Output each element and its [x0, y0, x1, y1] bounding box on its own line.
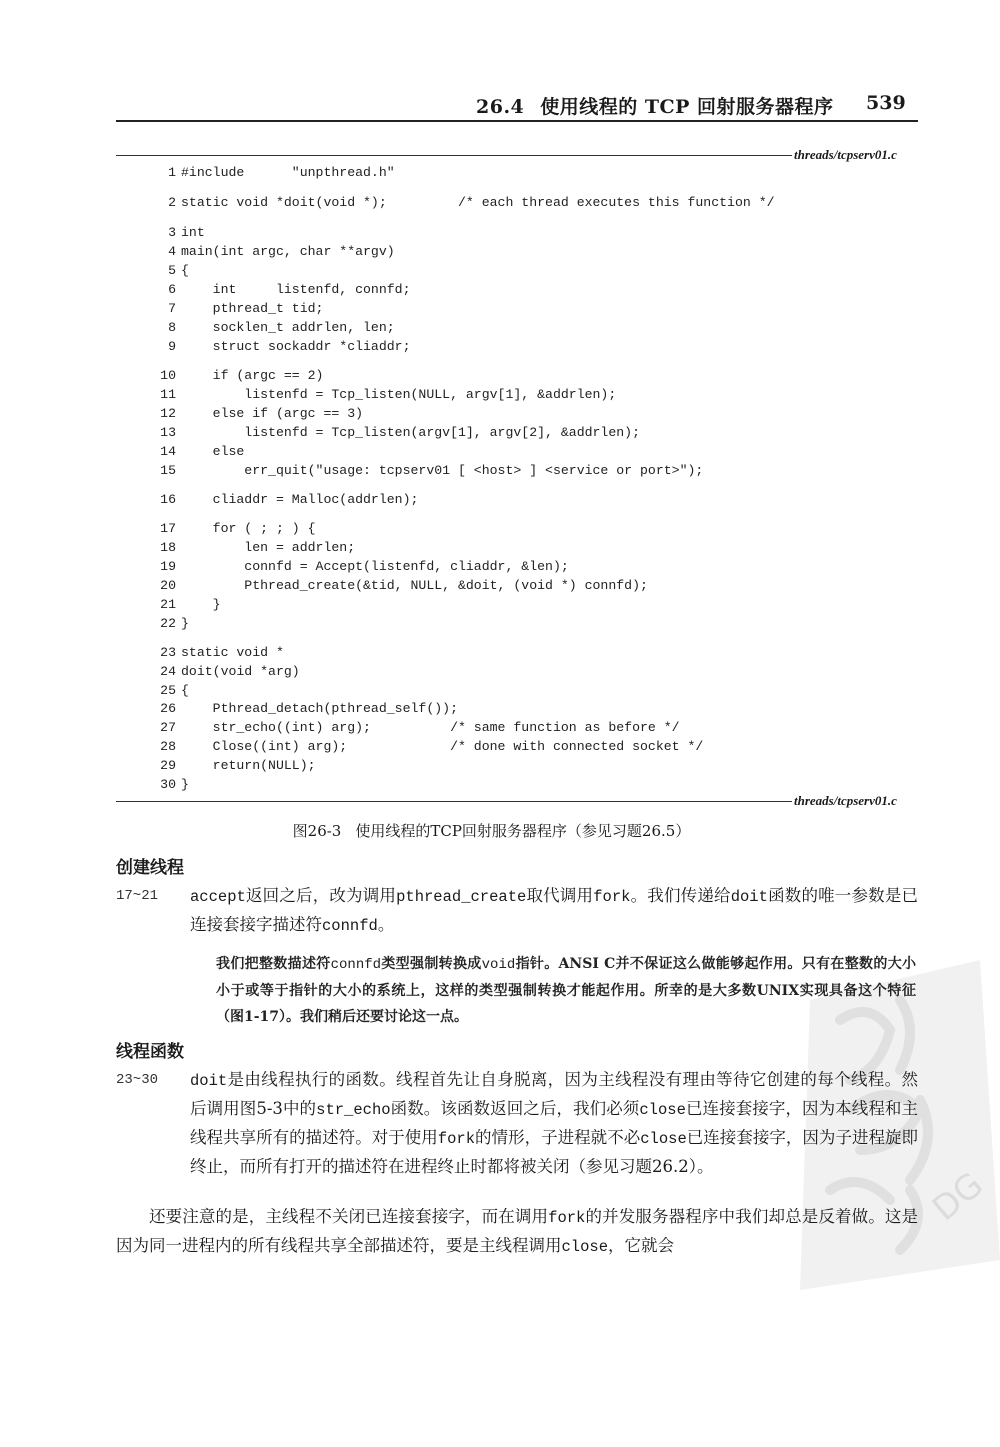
line-number: 20: [160, 578, 176, 593]
text-run: 已连接套接字，因为子进程旋即终止，而所有打开的描述符在进程终止时都将被关闭（参见习题26.2）。: [190, 1128, 919, 1176]
code-text: #include "unpthread.h": [181, 165, 395, 180]
code-line: [150, 405, 363, 423]
text-run: 我们把整数描述符: [216, 956, 331, 972]
code-line: [150, 615, 189, 633]
inline-code: pthread_create: [396, 888, 527, 906]
code-text: return(NULL);: [181, 758, 316, 773]
code-text: {: [181, 263, 189, 278]
text-run: 的并发服务器程序中我们却总是反着做。这是因为同一进程内的所有线程共享全部描述符，要是主线程调用: [116, 1207, 919, 1255]
line-number: 18: [160, 540, 176, 555]
inline-code: fork: [437, 1130, 476, 1148]
figure-number: 图26-3: [292, 822, 342, 840]
code-line: [150, 262, 189, 280]
line-number: 14: [160, 444, 176, 459]
header-rule: [116, 120, 918, 122]
text-run: 取代调用: [526, 886, 594, 905]
section-heading-thread-function: 线程函数: [116, 1042, 184, 1062]
code-text: {: [181, 683, 189, 698]
code-line: [150, 338, 411, 356]
paragraph-thread-function: [190, 1066, 918, 1181]
code-line: [150, 164, 395, 182]
code-text: cliaddr = Malloc(addrlen);: [181, 492, 419, 507]
line-number: 21: [160, 597, 176, 612]
code-line: [150, 194, 775, 212]
code-text: doit(void *arg): [181, 664, 300, 679]
inline-code: str_echo: [316, 1101, 391, 1119]
line-number: 25: [160, 683, 176, 698]
code-text: static void *: [181, 645, 284, 660]
code-line: [150, 776, 189, 794]
line-number: 11: [160, 387, 176, 402]
line-number: 17: [160, 521, 176, 536]
line-number: 2: [168, 195, 176, 210]
line-number: 28: [160, 739, 176, 754]
line-number: 15: [160, 463, 176, 478]
line-number: 16: [160, 492, 176, 507]
inline-code: close: [639, 1101, 686, 1119]
inline-code: accept: [190, 888, 246, 906]
code-text: Pthread_detach(pthread_self());: [181, 701, 458, 716]
line-number: 22: [160, 616, 176, 631]
page-number: 539: [866, 92, 906, 114]
code-text: Pthread_create(&tid, NULL, &doit, (void *) connfd);: [181, 578, 648, 593]
text-run: 还要注意的是，主线程不关闭已连接套接字，而在调用: [149, 1207, 549, 1226]
line-number: 26: [160, 701, 176, 716]
code-text: str_echo((int) arg); /* same function as before */: [181, 720, 680, 735]
code-text: }: [181, 616, 189, 631]
code-line: [150, 596, 221, 614]
code-text: for ( ; ; ) {: [181, 521, 316, 536]
code-line: [150, 424, 640, 442]
section-heading-create-thread: 创建线程: [116, 858, 184, 878]
code-text: listenfd = Tcp_listen(argv[1], argv[2], &addrlen);: [181, 425, 640, 440]
paragraph-closing: [116, 1203, 918, 1261]
code-line: [150, 577, 648, 595]
code-text: Close((int) arg); /* done with connected socket */: [181, 739, 704, 754]
line-number: 5: [168, 263, 176, 278]
text-run: 返回之后，改为调用: [245, 886, 397, 905]
code-line: [150, 300, 323, 318]
code-text: err_quit("usage: tcpserv01 [ <host> ] <service or port>");: [181, 463, 704, 478]
code-line: [150, 682, 189, 700]
listing-file-label-top: threads/tcpserv01.c: [794, 147, 897, 162]
text-run: 函数。该函数返回之后，我们必须: [390, 1099, 640, 1118]
code-text: else if (argc == 3): [181, 406, 364, 421]
text-run: ，它就会: [608, 1236, 675, 1255]
watermark-text: DG: [925, 1164, 991, 1230]
listing-file-label-bottom: threads/tcpserv01.c: [794, 793, 897, 808]
line-number: 4: [168, 244, 176, 259]
text-run: 类型强制转换成: [381, 956, 482, 972]
line-number: 27: [160, 720, 176, 735]
inline-code: doit: [730, 888, 768, 906]
code-line: [150, 520, 316, 538]
text-run: 指针。ANSI C并不保证这么做能够起作用。只有在整数的大小小于或等于指针的大小的系统上，这样的类型强制转换才能起作用。所幸的是大多数UNIX实现具备这个特征（图1-17）。我们稍后还要讨论这一点。: [216, 956, 917, 1025]
inline-code: connfd: [322, 917, 378, 935]
running-head: [476, 92, 834, 119]
code-line: [150, 462, 703, 480]
code-text: len = addrlen;: [181, 540, 356, 555]
code-line: [150, 243, 395, 261]
line-number: 30: [160, 777, 176, 792]
code-line: [150, 491, 418, 509]
code-text: static void *doit(void *); /* each thread executes this function */: [181, 195, 775, 210]
code-line: [150, 663, 300, 681]
inline-code: void: [481, 957, 516, 973]
code-text: main(int argc, char **argv): [181, 244, 395, 259]
code-line: [150, 738, 703, 756]
code-line: [150, 644, 284, 662]
code-line: [150, 539, 355, 557]
code-line: [150, 443, 244, 461]
section-title: 使用线程的 TCP 回射服务器程序: [540, 96, 834, 118]
line-number: 9: [168, 339, 176, 354]
code-text: if (argc == 2): [181, 368, 324, 383]
code-text: int listenfd, connfd;: [181, 282, 411, 297]
inline-code: close: [640, 1130, 687, 1148]
text-run: 的情形，子进程就不必: [475, 1128, 641, 1147]
text-run: 是由线程执行的函数。线程首先让自身脱离，因为主线程没有理由等待它创建的每个线程。然后调用图5-3中的: [190, 1070, 918, 1118]
line-ref-23-30: 23~30: [116, 1072, 159, 1088]
line-ref-17-21: 17~21: [116, 888, 159, 904]
line-number: 8: [168, 320, 176, 335]
code-text: int: [181, 225, 205, 240]
code-line: [150, 700, 458, 718]
code-line: [150, 224, 205, 242]
code-line: [150, 719, 680, 737]
line-number: 10: [160, 368, 176, 383]
inline-code: fork: [548, 1209, 586, 1227]
line-number: 12: [160, 406, 176, 421]
code-line: [150, 386, 616, 404]
line-number: 6: [168, 282, 176, 297]
line-number: 13: [160, 425, 176, 440]
code-line: [150, 367, 323, 385]
line-number: 3: [168, 225, 176, 240]
listing-top-rule: [116, 155, 792, 156]
code-text: connfd = Accept(listenfd, cliaddr, &len);: [181, 559, 569, 574]
line-number: 1: [168, 165, 176, 180]
code-line: [150, 319, 395, 337]
inline-code: doit: [190, 1072, 228, 1090]
code-text: }: [181, 777, 189, 792]
text-run: 。我们传递给: [630, 886, 731, 905]
code-text: struct sockaddr *cliaddr;: [181, 339, 411, 354]
listing-bottom-rule: [116, 801, 792, 802]
figure-caption: [0, 820, 983, 841]
line-number: 29: [160, 758, 176, 773]
line-number: 23: [160, 645, 176, 660]
code-line: [150, 558, 569, 576]
code-text: else: [181, 444, 245, 459]
code-text: listenfd = Tcp_listen(NULL, argv[1], &addrlen);: [181, 387, 617, 402]
line-number: 24: [160, 664, 176, 679]
inline-code: connfd: [330, 957, 382, 973]
code-text: }: [181, 597, 221, 612]
code-line: [150, 757, 316, 775]
line-number: 19: [160, 559, 176, 574]
figure-title: 使用线程的TCP回射服务器程序（参见习题26.5）: [355, 822, 691, 840]
line-number: 7: [168, 301, 176, 316]
inline-code: fork: [593, 888, 631, 906]
code-line: [150, 281, 411, 299]
text-run: 函数的唯一参数是已连接套接字描述符: [190, 886, 919, 934]
paragraph-create-thread: [190, 882, 918, 940]
section-number: 26.4: [476, 96, 525, 118]
note-cast-to-void: [216, 951, 916, 1030]
code-text: socklen_t addrlen, len;: [181, 320, 395, 335]
code-text: pthread_t tid;: [181, 301, 324, 316]
inline-code: close: [561, 1238, 609, 1256]
text-run: 。: [377, 915, 395, 934]
text-run: 已连接套接字，因为本线程和主线程共享所有的描述符。对于使用: [190, 1099, 919, 1147]
